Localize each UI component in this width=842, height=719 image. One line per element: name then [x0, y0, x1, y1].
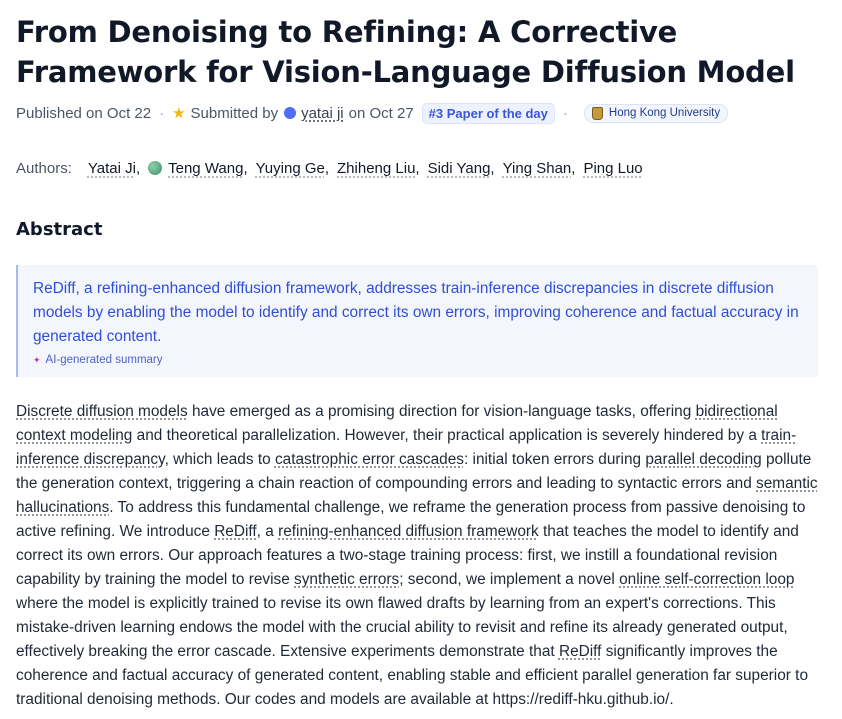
keyword-link[interactable]: ReDiff	[214, 523, 257, 540]
paper-meta	[16, 100, 728, 126]
keyword-link[interactable]: ReDiff	[558, 643, 602, 660]
keyword-link[interactable]: bidirectional context modeling	[16, 403, 778, 444]
ai-summary-text: ReDiff, a refining-enhanced diffusion framework, addresses train-inference discrepancies in discrete diffusion models by enabling the model to identify and correct its own errors, improving coherence and factual accuracy in generated content.	[33, 280, 799, 345]
abstract-segment: , a	[256, 523, 279, 540]
author-avatar[interactable]	[148, 161, 162, 175]
author-link[interactable]: Yatai Ji	[87, 159, 136, 177]
abstract-segment: , which leads to	[164, 451, 275, 468]
paper-of-day-badge[interactable]: #3 Paper of the day	[422, 103, 555, 124]
abstract-segment: pollute the generation context, triggering a chain reaction of compounding errors and leading to syntactic errors and	[16, 451, 812, 492]
abstract-segment: and theoretical parallelization. However, their practical application is severely hindered by a	[132, 427, 762, 444]
organization-name: Hong Kong University	[608, 107, 721, 119]
author-link[interactable]: Zhiheng Liu	[337, 159, 416, 177]
ai-summary-box	[16, 265, 818, 377]
sparkle-icon: ✦	[33, 354, 41, 365]
abstract-segment: . To address this fundamental challenge, we reframe the generation process from passive denoising to active refining. We introduce	[16, 499, 806, 540]
authors-row: Authors: Yatai Ji , Teng Wang , Yuying Ge , Zhiheng Liu , Sidi Yang , Ying Shan , Ping Luo	[16, 159, 643, 177]
abstract-segment: have emerged as a promising direction for vision-language tasks, offering	[187, 403, 696, 420]
organization-badge[interactable]	[584, 104, 728, 123]
keyword-link[interactable]: Discrete diffusion models	[16, 403, 188, 420]
keyword-link[interactable]: catastrophic error cascades	[274, 451, 464, 468]
abstract-segment: : initial token errors during	[463, 451, 646, 468]
paper-title: From Denoising to Refining: A Corrective Framework for Vision-Language Diffusion Model	[16, 15, 795, 89]
keyword-link[interactable]: synthetic errors	[294, 571, 400, 588]
abstract-heading: Abstract	[16, 219, 103, 240]
keyword-link[interactable]: parallel decoding	[645, 451, 762, 468]
author-link[interactable]: Yuying Ge	[255, 159, 325, 177]
keyword-link[interactable]: semantic hallucinations	[16, 475, 818, 516]
keyword-link[interactable]: train-inference discrepancy	[16, 427, 797, 468]
university-crest-icon	[592, 107, 603, 120]
ai-summary-footer	[33, 354, 804, 366]
submitter-avatar[interactable]	[284, 107, 296, 119]
author-link[interactable]: Sidi Yang	[427, 159, 491, 177]
meta-separator: ·	[562, 104, 568, 122]
star-icon: ★	[172, 105, 186, 122]
keyword-link[interactable]: online self-correction loop	[619, 571, 795, 588]
abstract-segment: significantly improves the coherence and factual accuracy of generated content, enabling stable and efficient parallel generation far superior to traditional denoising methods. Our codes and models are available at https://rediff-hku.github.io/.	[16, 643, 809, 708]
published-date: Published on Oct 22	[16, 104, 152, 122]
abstract-segment: that teaches the model to identify and correct its own errors. Our approach features a two-stage training process: first, we instill a foundational revision capability by training the model to revise	[16, 523, 799, 588]
submitted-label: Submitted by	[190, 104, 279, 122]
abstract-text	[16, 400, 828, 712]
submitted-date: on Oct 27	[348, 104, 414, 122]
keyword-link[interactable]: refining-enhanced diffusion framework	[278, 523, 539, 540]
author-link[interactable]: Ping Luo	[583, 159, 643, 177]
submitter-link[interactable]: yatai ji	[301, 104, 344, 122]
ai-summary-label: AI-generated summary	[45, 354, 163, 366]
author-link[interactable]: Teng Wang	[168, 159, 244, 177]
authors-label: Authors:	[16, 159, 72, 177]
abstract-segment: where the model is explicitly trained to revise its own flawed drafts by learning from an expert's corrections. This mistake-driven learning endows the model with the crucial ability to revisit and refine its already generated output, effectively breaking the error cascade. Extensive experiments demonstrate that	[16, 595, 788, 660]
author-link[interactable]: Ying Shan	[502, 159, 572, 177]
abstract-segment: ; second, we implement a novel	[399, 571, 620, 588]
meta-separator: ·	[159, 104, 165, 122]
